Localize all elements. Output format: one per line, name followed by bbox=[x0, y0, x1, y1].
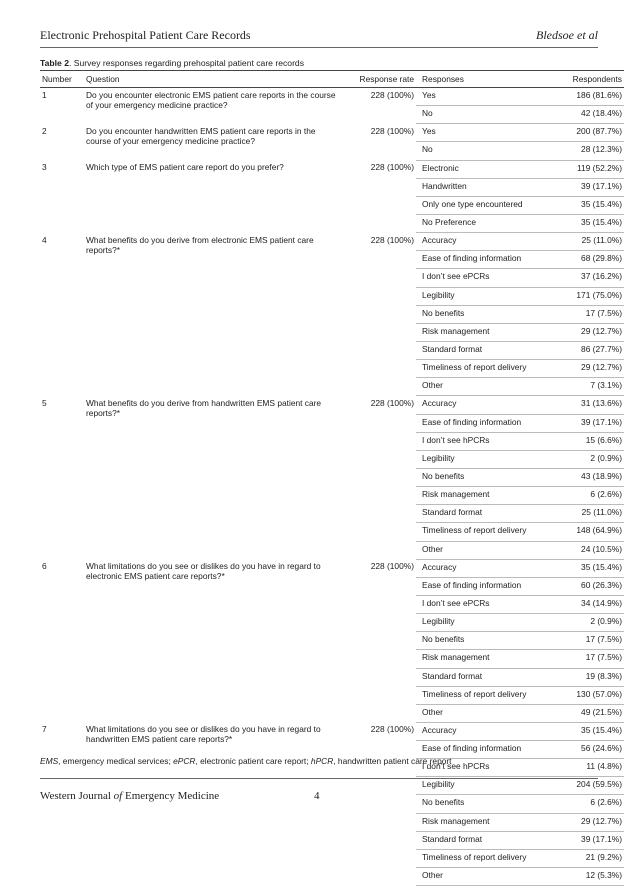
table-footnote bbox=[40, 756, 452, 766]
response-label: I don’t see hPCRs bbox=[416, 432, 552, 450]
footnote-part: , handwritten patient care report bbox=[333, 756, 452, 766]
table-row bbox=[40, 88, 624, 106]
response-rate: 228 (100%) bbox=[370, 561, 414, 572]
response-label: Risk management bbox=[416, 487, 552, 505]
table-row bbox=[40, 160, 624, 178]
response-label: Ease of finding information bbox=[416, 741, 552, 759]
response-label: I don’t see hPCRs bbox=[416, 759, 552, 777]
respondent-count: 31 (13.6%) bbox=[552, 396, 624, 414]
response-rate: 228 (100%) bbox=[370, 90, 414, 100]
response-label: Handwritten bbox=[416, 178, 552, 196]
respondent-count: 186 (81.6%) bbox=[552, 88, 624, 106]
footnote-part: ePCR bbox=[173, 756, 196, 766]
respondent-count: 130 (57.0%) bbox=[552, 686, 624, 704]
response-label: Timeliness of report delivery bbox=[416, 849, 552, 867]
question-number: 6 bbox=[42, 561, 47, 572]
respondent-count: 35 (15.4%) bbox=[552, 722, 624, 740]
running-header bbox=[40, 28, 598, 46]
question-text: Do you encounter handwritten EMS patient care reports in the course of your emergency medicine practice? bbox=[86, 125, 316, 146]
response-label: Ease of finding information bbox=[416, 251, 552, 269]
response-label: No benefits bbox=[416, 468, 552, 486]
response-label: Legibility bbox=[416, 614, 552, 632]
footnote-part: EMS bbox=[40, 756, 59, 766]
response-label: Other bbox=[416, 541, 552, 559]
footer-rule bbox=[40, 778, 598, 779]
journal-name-of: of bbox=[113, 790, 123, 802]
header-rule bbox=[40, 47, 598, 48]
table-row bbox=[40, 722, 624, 740]
response-label: No benefits bbox=[416, 632, 552, 650]
question-number: 2 bbox=[42, 125, 47, 136]
response-label: Standard format bbox=[416, 341, 552, 359]
response-label: I don’t see ePCRs bbox=[416, 595, 552, 613]
respondent-count: 56 (24.6%) bbox=[552, 741, 624, 759]
footnote-part: , emergency medical services; bbox=[58, 756, 174, 766]
respondent-count: 200 (87.7%) bbox=[552, 124, 624, 142]
respondent-count: 24 (10.5%) bbox=[552, 541, 624, 559]
respondent-count: 35 (15.4%) bbox=[552, 214, 624, 232]
respondent-count: 29 (12.7%) bbox=[552, 360, 624, 378]
respondent-count: 28 (12.3%) bbox=[552, 142, 624, 160]
respondent-count: 204 (59.5%) bbox=[552, 777, 624, 795]
table-row bbox=[40, 233, 624, 251]
response-label: Yes bbox=[416, 88, 552, 106]
respondent-count: 39 (17.1%) bbox=[552, 831, 624, 849]
respondent-count: 25 (11.0%) bbox=[552, 233, 624, 251]
journal-footer bbox=[40, 790, 219, 802]
respondent-count: 6 (2.6%) bbox=[552, 487, 624, 505]
response-rate: 228 (100%) bbox=[370, 397, 414, 408]
respondent-count: 29 (12.7%) bbox=[552, 323, 624, 341]
respondent-count: 35 (15.4%) bbox=[552, 559, 624, 577]
response-label: Standard format bbox=[416, 668, 552, 686]
response-label: Accuracy bbox=[416, 559, 552, 577]
respondent-count: 171 (75.0%) bbox=[552, 287, 624, 305]
table-row bbox=[40, 559, 624, 577]
col-respondents-header: Respondents bbox=[552, 71, 624, 88]
respondent-count: 34 (14.9%) bbox=[552, 595, 624, 613]
response-label: Risk management bbox=[416, 323, 552, 341]
question-number: 4 bbox=[42, 234, 47, 245]
journal-name-suffix: Emergency Medicine bbox=[122, 790, 220, 802]
response-label: Only one type encountered bbox=[416, 196, 552, 214]
response-label: Legibility bbox=[416, 287, 552, 305]
journal-name-prefix: Western Journal bbox=[40, 790, 114, 802]
respondent-count: 21 (9.2%) bbox=[552, 849, 624, 867]
response-label: Risk management bbox=[416, 650, 552, 668]
table-header-row bbox=[40, 71, 624, 88]
respondent-count: 86 (27.7%) bbox=[552, 341, 624, 359]
response-rate: 228 (100%) bbox=[370, 724, 414, 735]
response-label: Legibility bbox=[416, 450, 552, 468]
footnote-part: , electronic patient care report; bbox=[195, 756, 311, 766]
response-rate: 228 (100%) bbox=[370, 234, 414, 245]
respondent-count: 17 (7.5%) bbox=[552, 650, 624, 668]
response-label: I don’t see ePCRs bbox=[416, 269, 552, 287]
table-caption bbox=[40, 58, 304, 68]
respondent-count: 15 (6.6%) bbox=[552, 432, 624, 450]
col-rate-header: Response rate bbox=[340, 71, 416, 88]
table-row bbox=[40, 396, 624, 414]
response-label: Risk management bbox=[416, 813, 552, 831]
response-label: Timeliness of report delivery bbox=[416, 686, 552, 704]
question-number: 5 bbox=[42, 397, 47, 408]
table-caption-text: . Survey responses regarding prehospital patient care records bbox=[68, 58, 305, 68]
footnote-part: hPCR bbox=[310, 756, 334, 766]
respondent-count: 17 (7.5%) bbox=[552, 632, 624, 650]
response-label: Timeliness of report delivery bbox=[416, 360, 552, 378]
response-label: Other bbox=[416, 704, 552, 722]
question-text: What limitations do you see or dislikes do you have in regard to electronic EMS patient care reports?* bbox=[86, 561, 321, 582]
question-text: Do you encounter electronic EMS patient care reports in the course of your emergency medicine practice? bbox=[86, 90, 336, 110]
running-title: Electronic Prehospital Patient Care Records bbox=[40, 28, 251, 42]
col-responses-header: Responses bbox=[416, 71, 552, 88]
response-rate: 228 (100%) bbox=[370, 162, 414, 173]
question-number: 7 bbox=[42, 724, 47, 735]
response-label: No benefits bbox=[416, 795, 552, 813]
respondent-count: 68 (29.8%) bbox=[552, 251, 624, 269]
respondent-count: 42 (18.4%) bbox=[552, 106, 624, 124]
respondent-count: 39 (17.1%) bbox=[552, 414, 624, 432]
respondent-count: 148 (64.9%) bbox=[552, 523, 624, 541]
response-label: Legibility bbox=[416, 777, 552, 795]
respondent-count: 43 (18.9%) bbox=[552, 468, 624, 486]
response-rate: 228 (100%) bbox=[370, 125, 414, 136]
question-text: Which type of EMS patient care report do you prefer? bbox=[86, 162, 284, 173]
respondent-count: 119 (52.2%) bbox=[552, 160, 624, 178]
respondent-count: 39 (17.1%) bbox=[552, 178, 624, 196]
respondent-count: 60 (26.3%) bbox=[552, 577, 624, 595]
col-question-header: Question bbox=[84, 71, 340, 88]
response-label: Other bbox=[416, 868, 552, 886]
response-label: Standard format bbox=[416, 831, 552, 849]
response-label: Ease of finding information bbox=[416, 414, 552, 432]
response-label: No bbox=[416, 142, 552, 160]
response-label: Timeliness of report delivery bbox=[416, 523, 552, 541]
respondent-count: 7 (3.1%) bbox=[552, 378, 624, 396]
response-label: Accuracy bbox=[416, 233, 552, 251]
respondent-count: 12 (5.3%) bbox=[552, 868, 624, 886]
page-number: 4 bbox=[314, 790, 320, 802]
response-label: Ease of finding information bbox=[416, 577, 552, 595]
response-label: Accuracy bbox=[416, 722, 552, 740]
respondent-count: 29 (12.7%) bbox=[552, 813, 624, 831]
col-number-header: Number bbox=[40, 71, 84, 88]
question-text: What benefits do you derive from electronic EMS patient care reports?* bbox=[86, 234, 314, 255]
running-authors: Bledsoe et al bbox=[536, 28, 598, 42]
table-label: Table 2 bbox=[40, 58, 69, 68]
response-label: Yes bbox=[416, 124, 552, 142]
respondent-count: 49 (21.5%) bbox=[552, 704, 624, 722]
response-label: Other bbox=[416, 378, 552, 396]
response-label: Standard format bbox=[416, 505, 552, 523]
respondent-count: 35 (15.4%) bbox=[552, 196, 624, 214]
respondent-count: 2 (0.9%) bbox=[552, 450, 624, 468]
response-label: Accuracy bbox=[416, 396, 552, 414]
respondent-count: 2 (0.9%) bbox=[552, 614, 624, 632]
question-number: 3 bbox=[42, 162, 47, 173]
response-label: No bbox=[416, 106, 552, 124]
question-text: What limitations do you see or dislikes do you have in regard to handwritten EMS patient care reports?* bbox=[86, 724, 321, 745]
respondent-count: 25 (11.0%) bbox=[552, 505, 624, 523]
question-text: What benefits do you derive from handwritten EMS patient care reports?* bbox=[86, 397, 322, 418]
response-label: No Preference bbox=[416, 214, 552, 232]
respondent-count: 19 (8.3%) bbox=[552, 668, 624, 686]
response-label: No benefits bbox=[416, 305, 552, 323]
respondent-count: 11 (4.8%) bbox=[552, 759, 624, 777]
question-number: 1 bbox=[42, 90, 47, 100]
response-label: Electronic bbox=[416, 160, 552, 178]
table-row bbox=[40, 124, 624, 142]
respondent-count: 17 (7.5%) bbox=[552, 305, 624, 323]
respondent-count: 37 (16.2%) bbox=[552, 269, 624, 287]
respondent-count: 6 (2.6%) bbox=[552, 795, 624, 813]
